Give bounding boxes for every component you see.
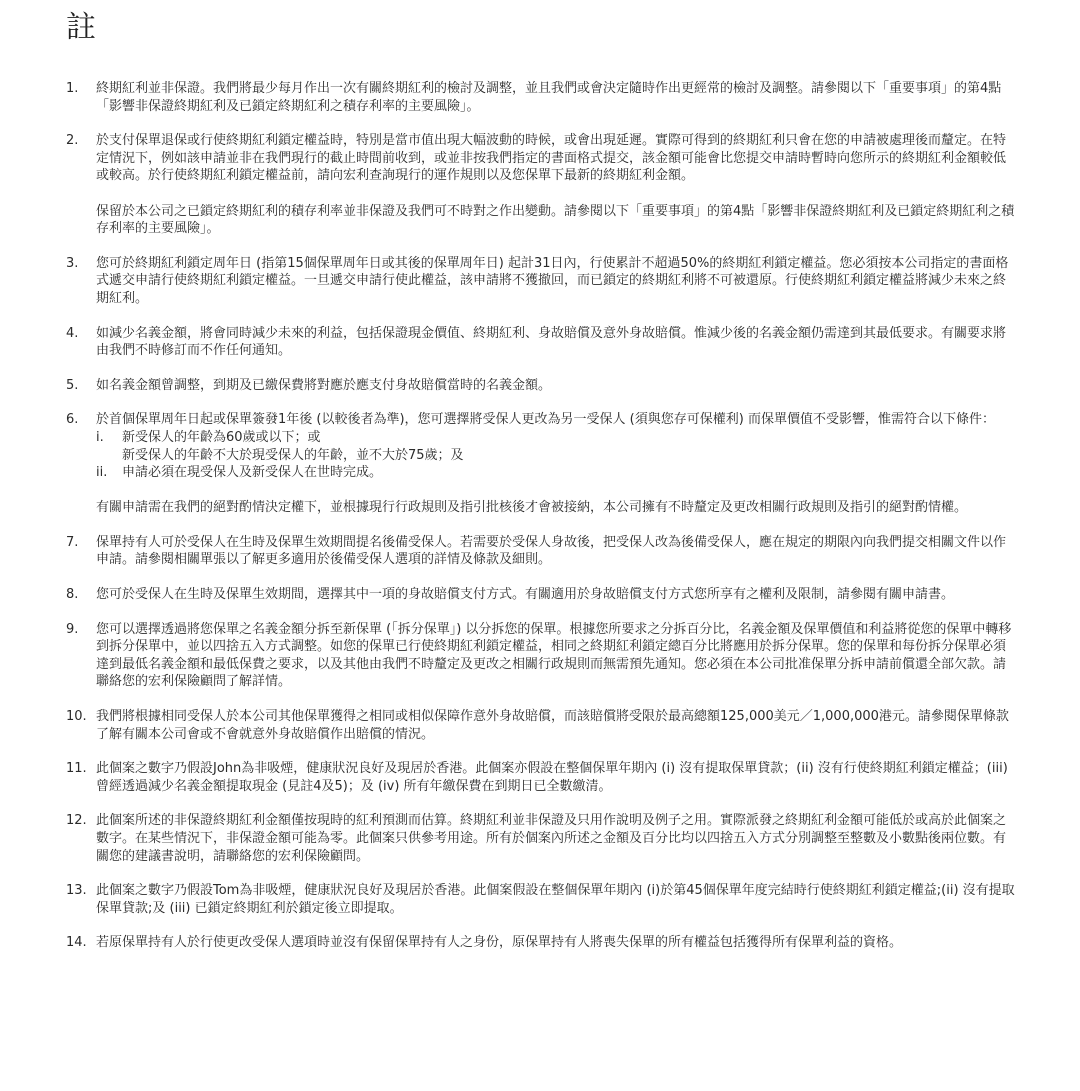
note-number: 11. bbox=[66, 761, 87, 777]
condition-item bbox=[96, 429, 1016, 464]
note-3 bbox=[66, 255, 1016, 308]
note-10 bbox=[66, 708, 1016, 743]
note-paragraph: 此個案之數字乃假設Tom為非吸煙，健康狀況良好及現居於香港。此個案假設在整個保單年期內 (i)於第45個保單年度完結時行使終期紅利鎖定權益;(ii) 沒有提取保單貸款;及 (iii) 已鎖定終期紅利於鎖定後立即提取。 bbox=[96, 883, 1015, 916]
note-number: 10. bbox=[66, 709, 87, 725]
note-number: 7. bbox=[66, 534, 79, 550]
note-13 bbox=[66, 882, 1016, 917]
note-paragraph: 此個案之數字乃假設John為非吸煙，健康狀況良好及現居於香港。此個案亦假設在整個保單年期內 (i) 沒有提取保單貸款；(ii) 沒有行使終期紅利鎖定權益；(iii) 曾經透過減少名義金額提取現金 (見註4及5)；及 (iv) 所有年繳保費在到期日已全數繳清。 bbox=[96, 761, 1008, 794]
note-body bbox=[96, 586, 1016, 604]
note-paragraph: 若原保單持有人於行使更改受保人選項時並沒有保留保單持有人之身份，原保單持有人將喪失保單的所有權益包括獲得所有保單利益的資格。 bbox=[96, 935, 903, 951]
note-paragraph: 您可以選擇透過將您保單之名義金額分拆至新保單 (「拆分保單」) 以分拆您的保單。根據您所要求之分拆百分比，名義金額及保單價值和利益將從您的保單中轉移到拆分保單中，並以四捨五入方式調整。如您的保單已行使終期紅利鎖定權益，相同之終期紅利鎖定總百分比將應用於拆分保單。您的保單和每份拆分保單必須達到最低名義金額和最低保費之要求，以及其他由我們不時釐定及更改之相關行政規則而無需預先通知。您必須在本公司批准保單分拆申請前償還全部欠款。請聯絡您的宏利保險顧問了解詳情。 bbox=[96, 621, 1012, 690]
condition-item bbox=[96, 464, 1016, 482]
condition-line: 新受保人的年齡為60歲或以下；或 bbox=[122, 429, 321, 445]
note-11 bbox=[66, 760, 1016, 795]
note-12 bbox=[66, 812, 1016, 865]
note-paragraph: 終期紅利並非保證。我們將最少每月作出一次有關終期紅利的檢討及調整，並且我們或會決定隨時作出更經常的檢討及調整。請參閱以下「重要事項」的第4點「影響非保證終期紅利及已鎖定終期紅利之積存利率的主要風險」。 bbox=[96, 81, 1002, 114]
note-body bbox=[96, 132, 1016, 238]
note-body bbox=[96, 621, 1016, 691]
note-paragraph: 保單持有人可於受保人在生時及保單生效期間提名後備受保人。若需要於受保人身故後，把受保人改為後備受保人，應在規定的期限內向我們提交相關文件以作申請。請參閱相關單張以了解更多適用於後備受保人選項的詳情及條款及細則。 bbox=[96, 534, 1007, 568]
note-number: 5. bbox=[66, 377, 79, 393]
condition-line: 申請必須在現受保人及新受保人在世時完成。 bbox=[122, 465, 383, 481]
note-number: 9. bbox=[66, 621, 79, 637]
notes-list bbox=[66, 80, 1016, 969]
note-2 bbox=[66, 132, 1016, 238]
note-number: 3. bbox=[66, 255, 79, 271]
note-intro: 於首個保單周年日起或保單簽發1年後 (以較後者為準)，您可選擇將受保人更改為另一受保人 (須與您存可保權利) 而保單價值不受影響，惟需符合以下條件： bbox=[96, 412, 995, 428]
note-paragraph: 於支付保單退保或行使終期紅利鎖定權益時，特別是當市值出現大幅波動的時候，或會出現延遲。實際可得到的終期紅利只會在您的申請被處理後而釐定。在特定情況下，例如該申請並非在我們現行的截止時間前收到，或並非按我們指定的書面格式提交，該金額可能會比您提交申請時暫時向您所示的終期紅利金額較低或較高。於行使終期紅利鎖定權益前，請向宏利查詢現行的運作規則以及您保單下最新的終期紅利金額。 bbox=[96, 133, 1007, 184]
note-1 bbox=[66, 80, 1016, 115]
condition-marker: ii. bbox=[96, 465, 108, 481]
condition-marker: i. bbox=[96, 429, 104, 445]
note-number: 1. bbox=[66, 81, 79, 96]
note-number: 2. bbox=[66, 133, 79, 149]
note-8 bbox=[66, 586, 1016, 604]
condition-line: 新受保人的年齡不大於現受保人的年齡，並不大於75歲；及 bbox=[122, 447, 464, 463]
note-body bbox=[96, 534, 1016, 569]
note-paragraph: 如名義金額曾調整，到期及已繳保費將對應於應支付身故賠償當時的名義金額。 bbox=[96, 377, 552, 393]
conditions-list bbox=[96, 429, 1016, 482]
note-body bbox=[96, 760, 1016, 795]
note-paragraph: 您可於終期紅利鎖定周年日 (指第15個保單周年日或其後的保單周年日) 起計31日內，行使累計不超過50%的終期紅利鎖定權益。您必須按本公司指定的書面格式遞交申請行使終期紅利鎖定權益。一旦遞交申請行使此權益，該申請將不獲撤回，而已鎖定的終期紅利將不可被還原。行使終期紅利鎖定權益將減少未來之終期紅利。 bbox=[96, 255, 1009, 306]
note-paragraph: 我們將根據相同受保人於本公司其他保單獲得之相同或相似保障作意外身故賠償，而該賠償將受限於最高總額125,000美元／1,000,000港元。請參閱保單條款了解有關本公司會或不會就意外身故賠償作出賠償的情況。 bbox=[96, 709, 1009, 742]
note-6 bbox=[66, 411, 1016, 517]
page-title: 註 bbox=[66, 10, 96, 45]
note-paragraph: 有關申請需在我們的絕對酌情決定權下，並根據現行行政規則及指引批核後才會被接納，本公司擁有不時釐定及更改相關行政規則及指引的絕對酌情權。 bbox=[96, 500, 968, 516]
note-body bbox=[96, 934, 1016, 952]
note-5 bbox=[66, 377, 1016, 395]
note-14 bbox=[66, 934, 1016, 952]
note-number: 14. bbox=[66, 935, 87, 951]
note-number: 6. bbox=[66, 412, 79, 428]
note-body bbox=[96, 80, 1016, 115]
note-body bbox=[96, 812, 1016, 865]
note-body bbox=[96, 255, 1016, 308]
note-number: 13. bbox=[66, 883, 87, 899]
note-body bbox=[96, 411, 1016, 517]
note-number: 4. bbox=[66, 325, 79, 341]
note-body bbox=[96, 325, 1016, 360]
note-body bbox=[96, 708, 1016, 743]
note-number: 12. bbox=[66, 813, 87, 829]
note-body bbox=[96, 377, 1016, 395]
note-number: 8. bbox=[66, 587, 79, 603]
note-paragraph: 保留於本公司之已鎖定終期紅利的積存利率並非保證及我們可不時對之作出變動。請參閱以下「重要事項」的第4點「影響非保證終期紅利及已鎖定終期紅利之積存利率的主要風險」。 bbox=[96, 203, 1015, 237]
condition-text bbox=[122, 464, 1016, 482]
note-paragraph: 您可於受保人在生時及保單生效期間，選擇其中一項的身故賠償支付方式。有關適用於身故賠償支付方式您所享有之權利及限制，請參閱有關申請書。 bbox=[96, 587, 955, 603]
note-7 bbox=[66, 534, 1016, 569]
note-paragraph: 此個案所述的非保證終期紅利金額僅按現時的紅利預測而估算。終期紅利並非保證及只用作說明及例子之用。實際派發之終期紅利金額可能低於或高於此個案之數字。在某些情況下，非保證金額可能為零。此個案只供參考用途。所有於個案內所述之金額及百分比均以四捨五入方式分別調整至整數及小數點後兩位數。有關您的建議書說明，請聯絡您的宏利保險顧問。 bbox=[96, 813, 1007, 864]
note-4 bbox=[66, 325, 1016, 360]
note-body bbox=[96, 882, 1016, 917]
condition-text bbox=[122, 429, 1016, 464]
note-paragraph: 如減少名義金額，將會同時減少未來的利益，包括保證現金價值、終期紅利、身故賠償及意外身故賠償。惟減少後的名義金額仍需達到其最低要求。有關要求將由我們不時修訂而不作任何通知。 bbox=[96, 325, 1007, 359]
note-9 bbox=[66, 621, 1016, 691]
